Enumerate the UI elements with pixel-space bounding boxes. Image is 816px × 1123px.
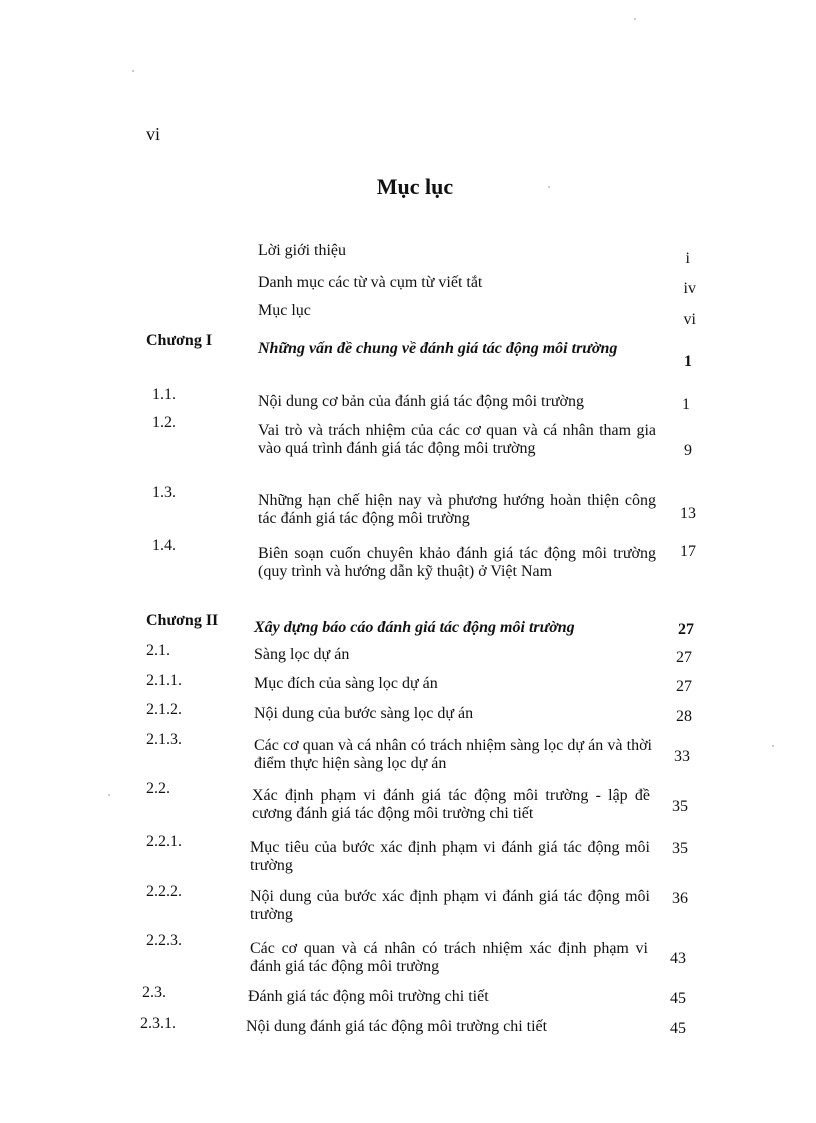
toc-entry-number: 2.2.3. xyxy=(146,932,182,949)
page-number: vi xyxy=(146,124,161,144)
toc-entry-text: Lời giới thiệu xyxy=(258,242,347,259)
toc-entry-number: 1.4. xyxy=(152,537,176,554)
toc-entry-page: 27 xyxy=(678,621,694,638)
toc-entry-number: 2.1.2. xyxy=(146,701,182,718)
toc-entry-page: 1 xyxy=(682,396,690,413)
toc-entry-page: 17 xyxy=(680,543,696,560)
toc-entry-number: 2.2. xyxy=(146,780,170,797)
toc-chapter-title: Những vấn đề chung về đánh giá tác động môi trường xyxy=(258,340,618,357)
toc-entry-page: 13 xyxy=(680,505,696,522)
toc-entry-page: 27 xyxy=(676,649,692,666)
scan-speck xyxy=(108,794,110,796)
toc-entry-text: Xác định phạm vi đánh giá tác động môi trường - lập đề cương đánh giá tác động môi trường chi tiết xyxy=(252,787,650,822)
scan-speck xyxy=(548,186,550,188)
toc-entry-text: Nội dung đánh giá tác động môi trường chi tiết xyxy=(246,1018,548,1035)
toc-entry-number: 2.3. xyxy=(142,984,166,1001)
toc-chapter-title: Xây dựng báo cáo đánh giá tác động môi trường xyxy=(254,619,575,636)
toc-entry-text: Mục lục xyxy=(258,302,311,319)
scan-speck xyxy=(634,18,636,20)
toc-entry-text: Những hạn chế hiện nay và phương hướng hoàn thiện công tác đánh giá tác động môi trường xyxy=(258,492,656,527)
toc-entry-page: 33 xyxy=(674,748,690,765)
toc-entry-text: Các cơ quan và cá nhân có trách nhiệm sàng lọc dự án và thời điểm thực hiện sàng lọc dự án xyxy=(254,737,652,772)
toc-entry-page: 45 xyxy=(670,990,686,1007)
toc-entry-page: 27 xyxy=(676,678,692,695)
scan-speck xyxy=(772,745,774,747)
toc-entry-page: 36 xyxy=(672,890,688,907)
toc-entry-text: Nội dung của bước xác định phạm vi đánh giá tác động môi trường xyxy=(250,888,650,923)
toc-entry-page: 45 xyxy=(670,1020,686,1037)
toc-entry-text: Mục tiêu của bước xác định phạm vi đánh giá tác động môi trường xyxy=(250,839,650,874)
toc-entry-number: 2.2.2. xyxy=(146,883,182,900)
toc-entry-number: 2.1. xyxy=(146,642,170,659)
toc-entry-number: 1.1. xyxy=(152,386,176,403)
toc-entry-number: 2.1.1. xyxy=(146,672,182,689)
toc-entry-page: 43 xyxy=(670,950,686,967)
toc-entry-text: Các cơ quan và cá nhân có trách nhiệm xác định phạm vi đánh giá tác động môi trường xyxy=(250,940,648,975)
toc-entry-text: Danh mục các từ và cụm từ viết tắt xyxy=(258,274,483,291)
toc-entry-text: Vai trò và trách nhiệm của các cơ quan và cá nhân tham gia vào quá trình đánh giá tác động môi trường xyxy=(258,422,656,457)
toc-entry-number: 2.1.3. xyxy=(146,731,182,748)
toc-entry-text: Đánh giá tác động môi trường chi tiết xyxy=(248,988,489,1005)
toc-chapter-label: Chương II xyxy=(146,612,219,629)
toc-entry-text: Sàng lọc dự án xyxy=(254,646,350,663)
scan-speck xyxy=(132,70,134,72)
toc-entry-page: 35 xyxy=(672,840,688,857)
toc-entry-text: Nội dung của bước sàng lọc dự án xyxy=(254,705,474,722)
toc-chapter-label: Chương I xyxy=(146,332,213,349)
toc-entry-page: vi xyxy=(683,311,696,328)
toc-entry-number: 2.3.1. xyxy=(140,1015,176,1032)
toc-entry-text: Nội dung cơ bản của đánh giá tác động môi trường xyxy=(258,393,584,410)
toc-entry-number: 2.2.1. xyxy=(146,833,182,850)
toc-entry-page: 1 xyxy=(684,353,692,370)
toc-entry-page: 35 xyxy=(672,798,688,815)
page-title: Mục lục xyxy=(376,174,454,199)
toc-entry-page: iv xyxy=(683,280,696,297)
toc-entry-page: 9 xyxy=(684,442,692,459)
toc-entry-number: 1.3. xyxy=(152,484,176,501)
toc-entry-page: 28 xyxy=(676,708,692,725)
toc-entry-page: i xyxy=(685,250,690,267)
toc-entry-number: 1.2. xyxy=(152,414,176,431)
toc-entry-text: Mục đích của sàng lọc dự án xyxy=(254,675,438,692)
toc-entry-text: Biên soạn cuốn chuyên khảo đánh giá tác động môi trường (quy trình và hướng dẫn kỹ thuật) ở Việt Nam xyxy=(258,545,656,580)
